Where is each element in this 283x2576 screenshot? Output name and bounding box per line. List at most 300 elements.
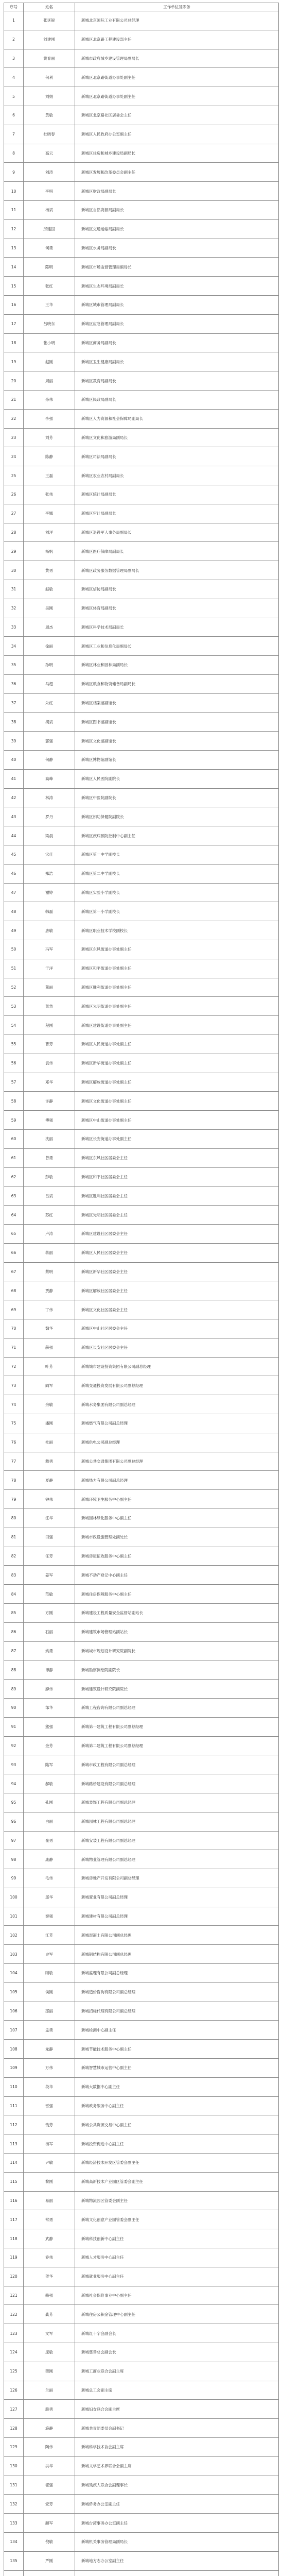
- row-name: 邓华: [24, 1073, 75, 1092]
- row-unit-position: 新城区财政局副局长: [75, 182, 279, 201]
- table-row: [4, 1073, 279, 1092]
- table-row: [4, 1603, 279, 1622]
- row-unit-position: 新城慈善总会副会长: [75, 2343, 279, 2362]
- table-row: [4, 1585, 279, 1604]
- row-unit-position: 新城区光明社区居委会主任: [75, 1206, 279, 1225]
- row-name: 万伟: [24, 2059, 75, 2078]
- row-number: 8: [4, 144, 24, 163]
- row-number: 60: [4, 1130, 24, 1149]
- table-row: [4, 542, 279, 561]
- row-unit-position: 新城区粮食和物资储备局副局长: [75, 674, 279, 693]
- row-unit-position: 新城区文化社区居委会主任: [75, 1300, 279, 1319]
- row-unit-position: 新城妇女联合会副主席: [75, 2400, 279, 2419]
- row-unit-position: 新城高新技术产业园区管委会副主任: [75, 2172, 279, 2191]
- row-unit-position: 新城区人民政府办公室副主任: [75, 125, 279, 144]
- row-unit-position: 新城区住房和城乡建设局副局长: [75, 144, 279, 163]
- row-unit-position: 新城造价咨询有限公司副总经理: [75, 1982, 279, 2002]
- row-name: 王华: [24, 295, 75, 314]
- table-row: [4, 182, 279, 201]
- row-number: 116: [4, 2191, 24, 2210]
- row-unit-position: 新城区职业技术学校副校长: [75, 921, 279, 940]
- table-row: [4, 1433, 279, 1452]
- table-row: [4, 1016, 279, 1035]
- row-number: 19: [4, 352, 24, 371]
- row-number: 41: [4, 769, 24, 788]
- row-number: 111: [4, 2096, 24, 2115]
- row-number: 43: [4, 807, 24, 826]
- row-number: 5: [4, 87, 24, 106]
- row-name: 胡斌: [24, 713, 75, 732]
- row-name: 潘刚: [24, 1414, 75, 1433]
- row-number: 118: [4, 2229, 24, 2248]
- row-unit-position: 新城建材有限公司副总经理: [75, 1907, 279, 1926]
- row-name: 方刚: [24, 1603, 75, 1622]
- row-name: 陈明: [24, 258, 75, 277]
- row-number: 103: [4, 1945, 24, 1964]
- row-name: 熊强: [24, 1717, 75, 1736]
- row-number: 88: [4, 1660, 24, 1680]
- table-row: [4, 2172, 279, 2191]
- row-unit-position: 新城区建设街道办事处副主任: [75, 1016, 279, 1035]
- row-name: 严刚: [24, 2551, 75, 2570]
- row-name: 戴勇: [24, 1452, 75, 1471]
- row-number: 35: [4, 656, 24, 675]
- row-number: 62: [4, 1167, 24, 1187]
- table-row: [4, 1471, 279, 1490]
- header-number: 序号: [4, 3, 24, 11]
- row-name: 刘芳: [24, 428, 75, 447]
- row-unit-position: 新城市政设施管理处副处长: [75, 1528, 279, 1547]
- table-row: [4, 713, 279, 732]
- table-row: [4, 2267, 279, 2286]
- table-row: [4, 1717, 279, 1736]
- row-unit-position: 新城区胜利社区居委会主任: [75, 1187, 279, 1206]
- row-name: 沈丽: [24, 1130, 75, 1149]
- row-name: 赵敏: [24, 580, 75, 599]
- table-row: [4, 144, 279, 163]
- row-unit-position: 新城区中医院副院长: [75, 788, 279, 807]
- row-number: 34: [4, 637, 24, 656]
- row-number: 105: [4, 1982, 24, 2002]
- table-row: [4, 1982, 279, 2002]
- row-name: 樊刚: [24, 2362, 75, 2381]
- row-unit-position: 新城区光明街道办事处副主任: [75, 997, 279, 1016]
- row-unit-position: 新城区北京路社区居委会主任: [75, 106, 279, 125]
- row-number: 14: [4, 258, 24, 277]
- table-row: [4, 1187, 279, 1206]
- row-name: 梁晨: [24, 826, 75, 845]
- table-row: [4, 1641, 279, 1660]
- row-unit-position: 新城区退役军人事务局副局长: [75, 523, 279, 542]
- row-unit-position: 新城区实验小学副校长: [75, 883, 279, 902]
- table-row: [4, 68, 279, 87]
- row-unit-position: 新城区水务局副局长: [75, 239, 279, 258]
- row-number: 133: [4, 2514, 24, 2533]
- row-number: 23: [4, 428, 24, 447]
- table-row: [4, 1111, 279, 1130]
- row-unit-position: 新城大数据中心副主任: [75, 2077, 279, 2096]
- row-name: 罗丹: [24, 807, 75, 826]
- table-row: [4, 807, 279, 826]
- row-name: 陈静: [24, 447, 75, 466]
- row-number: 25: [4, 466, 24, 485]
- row-unit-position: 新城区城市管理局副局长: [75, 295, 279, 314]
- row-unit-position: 新城园林工程有限公司副总经理: [75, 1812, 279, 1831]
- row-name: 钟伟: [24, 1490, 75, 1509]
- row-unit-position: 新城区解放社区居委会主任: [75, 1281, 279, 1300]
- row-name: 郑浩: [24, 864, 75, 883]
- table-row: [4, 409, 279, 428]
- row-name: 邱华: [24, 1888, 75, 1907]
- row-name: 刘建刚: [24, 30, 75, 49]
- table-row: [4, 2495, 279, 2514]
- table-header: [4, 3, 279, 11]
- row-number: 120: [4, 2267, 24, 2286]
- row-name: 常勇: [24, 2210, 75, 2229]
- row-unit-position: 新城区和平社区居委会主任: [75, 1167, 279, 1187]
- table-row: [4, 1319, 279, 1338]
- table-row: [4, 580, 279, 599]
- row-unit-position: 新城区新华社区居委会主任: [75, 1262, 279, 1281]
- table-row: [4, 1262, 279, 1281]
- row-unit-position: 新城区图书馆副馆长: [75, 713, 279, 732]
- table-row: [4, 466, 279, 485]
- row-number: 50: [4, 940, 24, 959]
- row-name: 何静: [24, 751, 75, 770]
- row-name: 黎刚: [24, 2172, 75, 2191]
- table-row: [4, 2154, 279, 2173]
- table-row: [4, 2381, 279, 2400]
- table-row: [4, 1736, 279, 1755]
- row-number: 21: [4, 390, 24, 409]
- table-row: [4, 200, 279, 219]
- table-row: [4, 2570, 279, 2576]
- row-unit-position: 新城政务服务中心副主任: [75, 2096, 279, 2115]
- row-name: 贾静: [24, 1281, 75, 1300]
- row-number: 79: [4, 1490, 24, 1509]
- row-number: 61: [4, 1148, 24, 1167]
- row-name: 刘洋: [24, 523, 75, 542]
- row-name: 陶伟: [24, 2438, 75, 2457]
- table-row: [4, 2419, 279, 2438]
- row-name: 刘涛: [24, 163, 75, 182]
- row-number: 113: [4, 2134, 24, 2154]
- row-number: 85: [4, 1603, 24, 1622]
- row-name: 薛强: [24, 1338, 75, 1357]
- row-unit-position: 新城北京国际工业有限公司总经理: [75, 11, 279, 30]
- row-name: 殷勇: [24, 2400, 75, 2419]
- row-unit-position: 新城区人民社区居委会主任: [75, 1243, 279, 1262]
- table-row: [4, 1130, 279, 1149]
- row-name: 魏华: [24, 1319, 75, 1338]
- row-unit-position: 新城工程咨询有限公司副总经理: [75, 1698, 279, 1717]
- row-unit-position: 新城市政府城乡建设管理局副局长: [75, 49, 279, 68]
- row-unit-position: 新城区发展和改革委员会副主任: [75, 163, 279, 182]
- row-name: 孔刚: [24, 1793, 75, 1812]
- row-unit-position: 新城环境卫生服务中心副主任: [75, 1490, 279, 1509]
- row-number: 9: [4, 163, 24, 182]
- row-number: 98: [4, 1850, 24, 1869]
- table-row: [4, 277, 279, 296]
- row-name: 武静: [24, 2229, 75, 2248]
- row-name: 白丽: [24, 1812, 75, 1831]
- row-number: 130: [4, 2456, 24, 2476]
- row-number: 31: [4, 580, 24, 599]
- table-row: [4, 656, 279, 675]
- row-unit-position: 新城区东风社区居委会主任: [75, 1148, 279, 1167]
- row-name: 任芳: [24, 1547, 75, 1566]
- row-unit-position: 新城置业有限公司副总经理: [75, 1888, 279, 1907]
- row-unit-position: 新城区中山社区居委会主任: [75, 1319, 279, 1338]
- table-row: [4, 1622, 279, 1641]
- row-name: 杜晓春: [24, 125, 75, 144]
- row-number: 15: [4, 277, 24, 296]
- row-unit-position: 新城监理有限公司副总经理: [75, 1964, 279, 1983]
- row-name: 阎军: [24, 1376, 75, 1395]
- table-row: [4, 788, 279, 807]
- row-unit-position: 新城区博物馆副馆长: [75, 751, 279, 770]
- row-unit-position: 新城检测中心副主任: [75, 2021, 279, 2040]
- table-row: [4, 2476, 279, 2495]
- row-number: 128: [4, 2419, 24, 2438]
- row-unit-position: 新城区中山街道办事处副主任: [75, 1111, 279, 1130]
- row-number: [4, 2570, 24, 2576]
- table-row: [4, 1225, 279, 1244]
- table-row: [4, 371, 279, 391]
- row-unit-position: 新城园林绿化服务中心副主任: [75, 1509, 279, 1528]
- table-row: [4, 561, 279, 580]
- row-number: 109: [4, 2059, 24, 2078]
- row-number: 92: [4, 1736, 24, 1755]
- table-row: [4, 2002, 279, 2021]
- row-unit-position: 新城社会保险事业中心副主任: [75, 2286, 279, 2305]
- table-row: [4, 1793, 279, 1812]
- row-unit-position: 新城区长安街道办事处副主任: [75, 1130, 279, 1149]
- table-row: [4, 997, 279, 1016]
- table-row: [4, 1888, 279, 1907]
- row-name: 郭强: [24, 732, 75, 751]
- row-number: 132: [4, 2495, 24, 2514]
- row-number: 122: [4, 2305, 24, 2324]
- table-row: [4, 2438, 279, 2457]
- table-row: [4, 49, 279, 68]
- table-row: [4, 864, 279, 883]
- row-name: 邹华: [24, 1698, 75, 1717]
- row-unit-position: 新城残疾人联合会副理事长: [75, 2476, 279, 2495]
- row-unit-position: 新城区疾病预防控制中心副主任: [75, 826, 279, 845]
- row-name: 余敏: [24, 1395, 75, 1414]
- row-unit-position: 新城区第一小学副校长: [75, 902, 279, 921]
- table-row: [4, 2456, 279, 2476]
- table-row: [4, 485, 279, 504]
- row-name: 石丽: [24, 1622, 75, 1641]
- row-unit-position: 新城公共交通集团有限公司副总经理: [75, 1452, 279, 1471]
- row-name: 邵丽: [24, 2002, 75, 2021]
- table-row: [4, 333, 279, 352]
- row-number: 93: [4, 1755, 24, 1774]
- row-name: 崔勇: [24, 1831, 75, 1850]
- table-row: [4, 1831, 279, 1850]
- table-row: [4, 2229, 279, 2248]
- row-number: 99: [4, 1869, 24, 1888]
- row-name: 黄春丽: [24, 49, 75, 68]
- row-number: 38: [4, 713, 24, 732]
- table-row: [4, 1926, 279, 1945]
- row-name: 苏红: [24, 1206, 75, 1225]
- row-name: 范敏: [24, 1585, 75, 1604]
- row-number: 107: [4, 2021, 24, 2040]
- row-unit-position: 新城区商务局副局长: [75, 333, 279, 352]
- row-number: 7: [4, 125, 24, 144]
- row-name: 唐敏: [24, 921, 75, 940]
- table-row: [4, 1660, 279, 1680]
- row-number: 75: [4, 1414, 24, 1433]
- row-name: 王磊: [24, 466, 75, 485]
- row-number: 87: [4, 1641, 24, 1660]
- header-unit-position: 工作单位及职务: [75, 3, 279, 11]
- row-unit-position: 新城水务集团有限公司副总经理: [75, 1395, 279, 1414]
- row-unit-position: 新城区林业和园林局副局长: [75, 656, 279, 675]
- table-row: [4, 2040, 279, 2059]
- table-row: [4, 2514, 279, 2533]
- row-number: 17: [4, 314, 24, 333]
- table-row: [4, 295, 279, 314]
- row-unit-position: 新城区和平街道办事处副主任: [75, 959, 279, 978]
- row-number: 48: [4, 902, 24, 921]
- row-number: 97: [4, 1831, 24, 1850]
- row-unit-position: 新城经济技术开发区管委会副主任: [75, 2154, 279, 2173]
- row-name: 杜丽: [24, 1433, 75, 1452]
- row-name: 萧然: [24, 997, 75, 1016]
- row-number: 131: [4, 2476, 24, 2495]
- table-row: [4, 30, 279, 49]
- row-unit-position: 新城房地产开发有限公司副总经理: [75, 1869, 279, 1888]
- row-name: 张伟: [24, 485, 75, 504]
- header-name: 姓名: [24, 3, 75, 11]
- row-unit-position: 新城招标代理有限公司副总经理: [75, 2002, 279, 2021]
- row-name: 张延锐: [24, 11, 75, 30]
- row-number: 10: [4, 182, 24, 201]
- row-number: 26: [4, 485, 24, 504]
- table-row: [4, 902, 279, 921]
- row-number: 53: [4, 997, 24, 1016]
- row-name: 康静: [24, 1850, 75, 1869]
- table-row: [4, 883, 279, 902]
- row-name: 侯刚: [24, 1982, 75, 2002]
- row-number: 55: [4, 1035, 24, 1054]
- row-name: 龚芳: [24, 2305, 75, 2324]
- row-name: 姚勇: [24, 1641, 75, 1660]
- row-number: 110: [4, 2077, 24, 2096]
- row-number: 30: [4, 561, 24, 580]
- table-row: [4, 106, 279, 125]
- table-row: [4, 2210, 279, 2229]
- row-name: 施静: [24, 2419, 75, 2438]
- row-number: 114: [4, 2154, 24, 2173]
- row-name: 贺华: [24, 2267, 75, 2286]
- table-row: [4, 1243, 279, 1262]
- row-number: 106: [4, 2002, 24, 2021]
- row-name: 周丽: [24, 371, 75, 391]
- row-number: 66: [4, 1243, 24, 1262]
- row-unit-position: 新城不动产登记中心副主任: [75, 1566, 279, 1585]
- row-unit-position: 新城热力有限公司副总经理: [75, 1471, 279, 1490]
- row-unit-position: 新城区民政局副局长: [75, 390, 279, 409]
- table-row: [4, 2286, 279, 2305]
- table-row: [4, 1206, 279, 1225]
- row-unit-position: 新城区统计局副局长: [75, 485, 279, 504]
- table-row: [4, 1907, 279, 1926]
- row-number: 11: [4, 200, 24, 219]
- table-row: [4, 1338, 279, 1357]
- row-unit-position: 新城区第二中学副校长: [75, 864, 279, 883]
- row-unit-position: 新城建筑市场管理站副站长: [75, 1622, 279, 1641]
- row-unit-position: 新城安装工程有限公司副总经理: [75, 1831, 279, 1850]
- row-name: 黄敏: [24, 106, 75, 125]
- row-unit-position: 新城装饰工程有限公司副总经理: [75, 1793, 279, 1812]
- row-unit-position: 新城区人力资源和社会保障局副局长: [75, 409, 279, 428]
- row-unit-position: 新城区北京路工程建设部主任: [75, 30, 279, 49]
- row-unit-position: 新城区人民医院副院长: [75, 769, 279, 788]
- row-number: 58: [4, 1092, 24, 1111]
- row-name: 许静: [24, 1092, 75, 1111]
- row-name: 丁伟: [24, 1300, 75, 1319]
- row-name: 赖强: [24, 2286, 75, 2305]
- row-number: 102: [4, 1926, 24, 1945]
- row-name: 文军: [24, 2324, 75, 2343]
- row-name: 周杰: [24, 618, 75, 637]
- table-row: [4, 258, 279, 277]
- table-row: [4, 87, 279, 106]
- row-unit-position: 新城城市规划设计研究院副院长: [75, 1641, 279, 1660]
- row-name: 颜军: [24, 2514, 75, 2533]
- row-unit-position: 新城房屋征收服务中心副主任: [75, 1547, 279, 1566]
- row-number: 1: [4, 11, 24, 30]
- row-number: 127: [4, 2400, 24, 2419]
- row-unit-position: 新城区农业农村局副局长: [75, 466, 279, 485]
- row-number: 108: [4, 2040, 24, 2059]
- row-number: 129: [4, 2438, 24, 2457]
- row-unit-position: 新城第一建筑工程有限公司副总经理: [75, 1717, 279, 1736]
- row-unit-position: 新城文化创意产业园管委会副主任: [75, 2210, 279, 2229]
- row-name: 谢婷: [24, 883, 75, 902]
- row-name: 尹敏: [24, 2154, 75, 2173]
- row-name: 傅强: [24, 1111, 75, 1130]
- table-row: [4, 1774, 279, 1793]
- table-row: [4, 751, 279, 770]
- row-name: 卢涛: [24, 1225, 75, 1244]
- table-row: [4, 693, 279, 713]
- row-unit-position: 新城机关事务管理局副局长: [75, 2532, 279, 2551]
- row-unit-position: 新城区胜利街道办事处副主任: [75, 978, 279, 997]
- table-row: [4, 1945, 279, 1964]
- row-number: 20: [4, 371, 24, 391]
- row-name: 倪敏: [24, 2532, 75, 2551]
- table-row: [4, 1964, 279, 1983]
- row-name: 孙伟: [24, 390, 75, 409]
- row-number: 115: [4, 2172, 24, 2191]
- row-number: 91: [4, 1717, 24, 1736]
- row-unit-position: 新城交通投资发展有限公司副总经理: [75, 1376, 279, 1395]
- row-name: 孟勇: [24, 2021, 75, 2040]
- table-row: [4, 2096, 279, 2115]
- row-unit-position: 新城文学艺术界联合会副主席: [75, 2456, 279, 2476]
- row-name: 于洋: [24, 959, 75, 978]
- row-number: 135: [4, 2551, 24, 2570]
- row-number: 69: [4, 1300, 24, 1319]
- row-name: 陆军: [24, 1755, 75, 1774]
- row-name: 蔡明: [24, 1262, 75, 1281]
